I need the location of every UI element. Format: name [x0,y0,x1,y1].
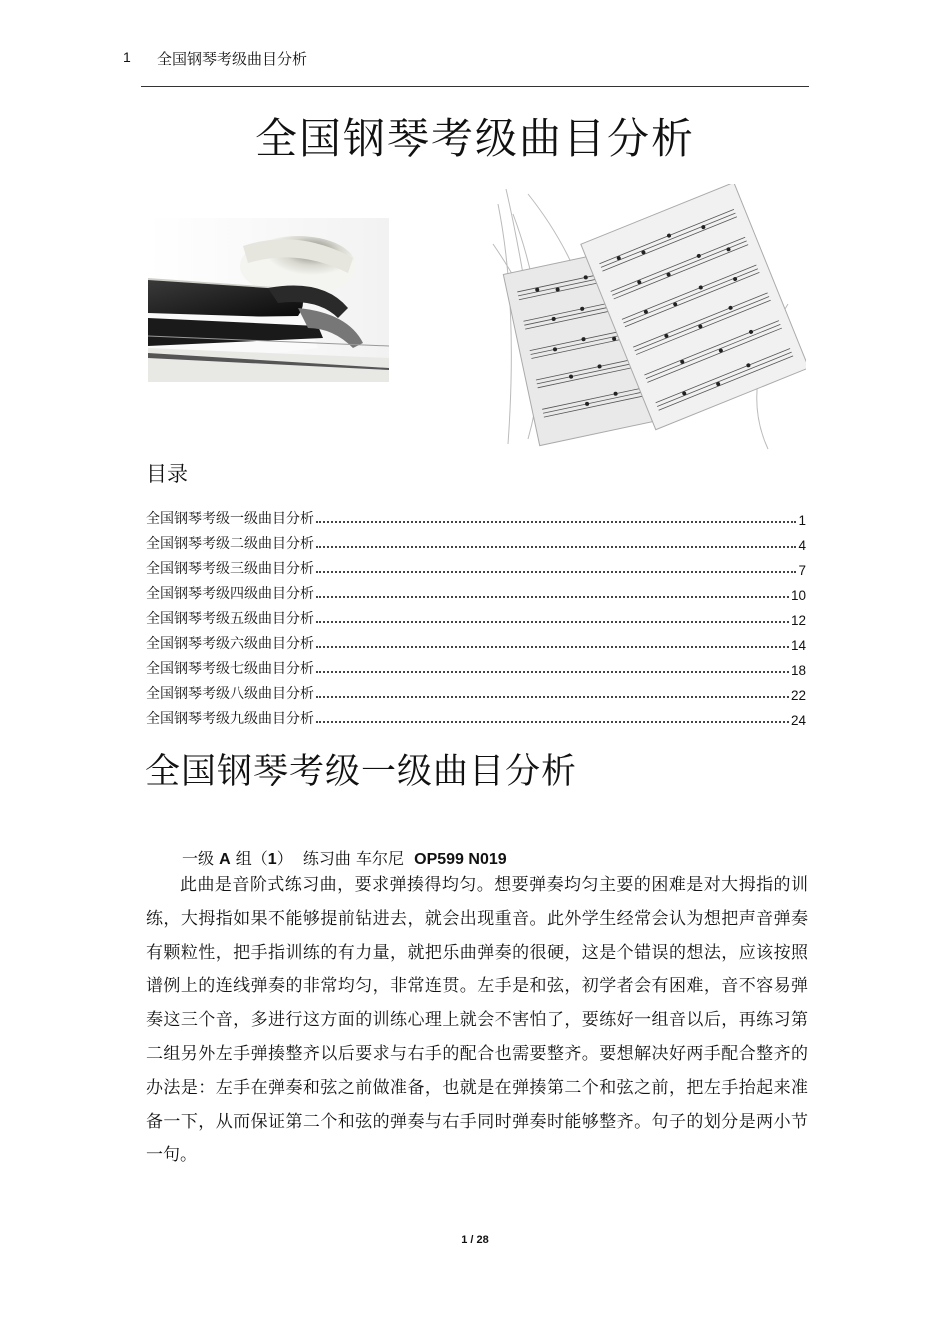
toc-entry-label: 全国钢琴考级八级曲目分析 [146,686,314,702]
toc-entry-page: 22 [790,688,806,703]
toc-leader-dots [316,571,796,573]
toc-entry[interactable] [146,678,806,703]
toc-entry-label: 全国钢琴考级三级曲目分析 [146,561,314,577]
toc-entry[interactable] [146,703,806,728]
toc-leader-dots [316,721,789,723]
toc-entry-page: 24 [790,713,806,728]
toc-heading: 目录 [146,462,188,486]
piece-number: 1 [267,851,277,868]
header-title: 全国钢琴考级曲目分析 [157,50,308,68]
toc-leader-dots [316,521,796,523]
toc-entry[interactable] [146,653,806,678]
toc-entry-label: 全国钢琴考级一级曲目分析 [146,511,314,527]
toc-leader-dots [316,596,789,598]
piece-group-suffix: 组（ [235,849,268,868]
toc-entry-page: 12 [790,613,806,628]
toc-leader-dots [316,546,796,548]
toc-entry-label: 全国钢琴考级五级曲目分析 [146,611,314,627]
toc-entry-label: 全国钢琴考级四级曲目分析 [146,586,314,602]
toc-entry-label: 全国钢琴考级二级曲目分析 [146,536,314,552]
toc-entry[interactable] [146,603,806,628]
header-page-number: 1 [123,49,131,65]
toc-entry-label: 全国钢琴考级六级曲目分析 [146,636,314,652]
toc-leader-dots [316,671,789,673]
toc-entry-page: 10 [790,588,806,603]
section-heading: 全国钢琴考级一级曲目分析 [145,752,578,792]
header-rule [141,86,809,87]
toc-entry[interactable] [146,553,806,578]
piece-level: 一级 [182,849,215,868]
piece-close: ） [276,849,293,868]
toc-entry-page: 7 [798,563,806,578]
toc-entry[interactable] [146,628,806,653]
toc-entry-label: 全国钢琴考级九级曲目分析 [146,711,314,727]
piece-title: 练习曲 车尔尼 [302,849,404,868]
toc-entry-page: 18 [790,663,806,678]
piano-keys-image [148,218,389,382]
toc-leader-dots [316,696,789,698]
toc-entry-label: 全国钢琴考级七级曲目分析 [146,661,314,677]
toc-entry[interactable] [146,578,806,603]
toc-leader-dots [316,621,789,623]
sheet-music-image [488,184,806,454]
analysis-paragraph: 此曲是音阶式练习曲，要求弹揍得均匀。想要弹奏均匀主要的困难是对大拇指的训练，大拇指如果不能够提前钻进去，就会出现重音。此外学生经常会认为想把声音弹奏有颗粒性，把手指训练的有力量，就把乐曲弹奏的很硬，这是个错误的想法，应该按照谱例上的连线弹奏的非常均匀，非常连贯。左手是和弦，初学者会有困难，音不容易弹奏这三个音，多进行这方面的训练心理上就会不害怕了，要练好一组音以后，再练习第二组另外左手弹揍整齐以后要求与右手的配合也需要整齐。要想解决好两手配合整齐的办法是：左手在弹奏和弦之前做准备，也就是在弹揍第二个和弦之前，把左手抬起来准备一下，从而保证第二个和弦的弹奏与右手同时弹奏时能够整齐。句子的划分是两小节一句。 [146,875,808,1166]
toc-entry-page: 1 [798,513,806,528]
toc-entry[interactable] [146,528,806,553]
document-title: 全国钢琴考级曲目分析 [254,114,695,163]
toc-entry[interactable] [146,503,806,528]
toc-entry-page: 4 [798,538,806,553]
toc-leader-dots [316,646,789,648]
piece-group: A [219,851,231,868]
toc-entry-page: 14 [790,638,806,653]
piece-heading [182,846,507,869]
piece-opus: OP599 N019 [414,851,507,868]
table-of-contents [146,503,806,728]
page-indicator: 1 / 28 [461,1234,489,1246]
